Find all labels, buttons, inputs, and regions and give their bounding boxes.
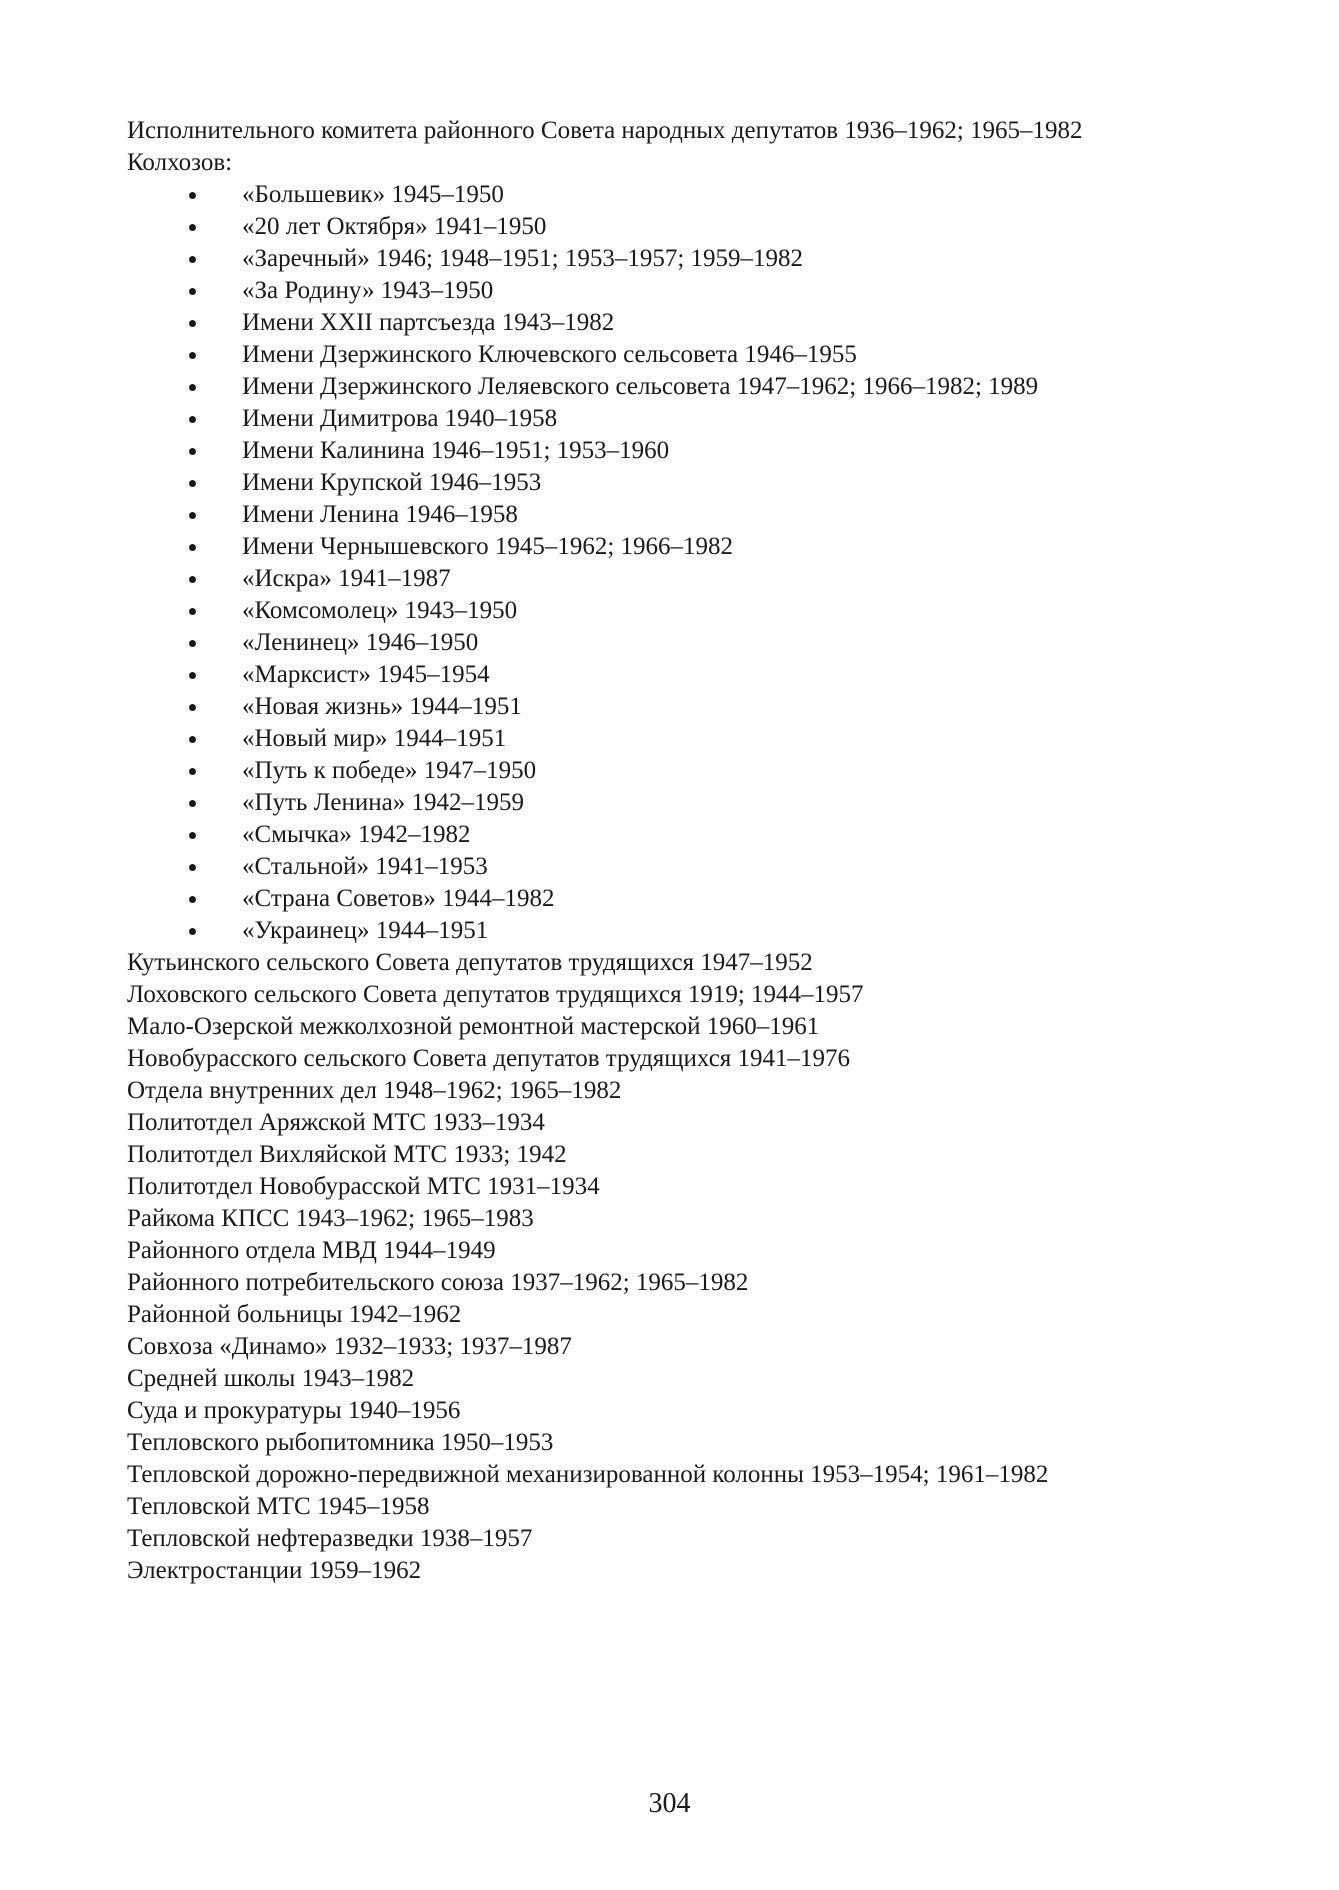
- fond-entry: Тепловской нефтеразведки 1938–1957: [127, 1525, 533, 1552]
- bullet-icon: [189, 672, 196, 679]
- list-item: [127, 467, 1227, 499]
- fond-entry: Суда и прокуратуры 1940–1956: [127, 1397, 461, 1424]
- bullet-icon: [189, 352, 196, 359]
- list-item: [127, 883, 1227, 915]
- list-item: [127, 339, 1227, 371]
- list-item-text: «Ленинец» 1946–1950: [242, 629, 479, 656]
- fond-entry: Районной больницы 1942–1962: [127, 1301, 462, 1328]
- bullet-icon: [189, 256, 196, 263]
- list-item-text: «Путь к победе» 1947–1950: [242, 757, 537, 784]
- list-item-text: «Новый мир» 1944–1951: [242, 725, 507, 752]
- list-item: [127, 723, 1227, 755]
- list-item: [127, 659, 1227, 691]
- list-item: [127, 243, 1227, 275]
- list-item-text: Имени Чернышевского 1945–1962; 1966–1982: [242, 533, 734, 560]
- list-item: [127, 403, 1227, 435]
- intro-line-executive-committee: Исполнительного комитета районного Совета народных депутатов 1936–1962; 1965–1982: [127, 117, 1083, 144]
- list-item-text: Имени XXII партсъезда 1943–1982: [242, 309, 615, 336]
- fond-entry: Кутьинского сельского Совета депутатов трудящихся 1947–1952: [127, 949, 813, 976]
- bullet-icon: [189, 704, 196, 711]
- list-item-text: «Стальной» 1941–1953: [242, 853, 488, 880]
- list-item-text: «Украинец» 1944–1951: [242, 917, 489, 944]
- fond-entry: Отдела внутренних дел 1948–1962; 1965–1982: [127, 1077, 622, 1104]
- list-item-text: «Страна Советов» 1944–1982: [242, 885, 555, 912]
- list-item: [127, 627, 1227, 659]
- bullet-icon: [189, 768, 196, 775]
- list-item-text: Имени Калинина 1946–1951; 1953–1960: [242, 437, 670, 464]
- fond-entry: Совхоза «Динамо» 1932–1933; 1937–1987: [127, 1333, 572, 1360]
- fond-entry-list: [127, 947, 1227, 1587]
- kolkhoz-list: [127, 179, 1227, 947]
- bullet-icon: [189, 736, 196, 743]
- list-item-text: «Марксист» 1945–1954: [242, 661, 490, 688]
- bullet-icon: [189, 320, 196, 327]
- fond-entry: Политотдел Аряжской МТС 1933–1934: [127, 1109, 545, 1136]
- list-item: [127, 755, 1227, 787]
- bullet-icon: [189, 864, 196, 871]
- bullet-icon: [189, 288, 196, 295]
- bullet-icon: [189, 544, 196, 551]
- list-item: [127, 531, 1227, 563]
- bullet-icon: [189, 192, 196, 199]
- page-content: [127, 115, 1227, 1587]
- list-item: [127, 563, 1227, 595]
- list-item: [127, 307, 1227, 339]
- fond-entry: Политотдел Новобурасской МТС 1931–1934: [127, 1173, 600, 1200]
- page-number: 304: [648, 1788, 691, 1819]
- fond-entry: Райкома КПСС 1943–1962; 1965–1983: [127, 1205, 534, 1232]
- list-item: [127, 499, 1227, 531]
- list-item: [127, 819, 1227, 851]
- list-item-text: Имени Крупской 1946–1953: [242, 469, 542, 496]
- fond-entry: Районного потребительского союза 1937–1962; 1965–1982: [127, 1269, 749, 1296]
- bullet-icon: [189, 384, 196, 391]
- bullet-icon: [189, 480, 196, 487]
- list-item-text: «Заречный» 1946; 1948–1951; 1953–1957; 1959–1982: [242, 245, 804, 272]
- bullet-icon: [189, 640, 196, 647]
- list-item-text: «Смычка» 1942–1982: [242, 821, 471, 848]
- bullet-icon: [189, 800, 196, 807]
- list-item-text: «Большевик» 1945–1950: [242, 181, 504, 208]
- list-item-text: Имени Дзержинского Ключевского сельсовета 1946–1955: [242, 341, 857, 368]
- fond-entry: Электростанции 1959–1962: [127, 1557, 422, 1584]
- fond-entry: Новобурасского сельского Совета депутатов трудящихся 1941–1976: [127, 1045, 851, 1072]
- bullet-icon: [189, 576, 196, 583]
- list-item-text: «Комсомолец» 1943–1950: [242, 597, 518, 624]
- list-item-text: «20 лет Октября» 1941–1950: [242, 213, 547, 240]
- fond-entry: Мало-Озерской межколхозной ремонтной мастерской 1960–1961: [127, 1013, 820, 1040]
- list-item: [127, 851, 1227, 883]
- list-item: [127, 595, 1227, 627]
- bullet-icon: [189, 608, 196, 615]
- bullet-icon: [189, 512, 196, 519]
- list-item: [127, 211, 1227, 243]
- list-item: [127, 915, 1227, 947]
- bullet-icon: [189, 832, 196, 839]
- fond-entry: Политотдел Вихляйской МТС 1933; 1942: [127, 1141, 567, 1168]
- fond-entry: Лоховского сельского Совета депутатов трудящихся 1919; 1944–1957: [127, 981, 864, 1008]
- list-item: [127, 435, 1227, 467]
- list-item-text: Имени Ленина 1946–1958: [242, 501, 518, 528]
- list-item: [127, 691, 1227, 723]
- list-item-text: «За Родину» 1943–1950: [242, 277, 494, 304]
- intro-line-kolkhozy-heading: Колхозов:: [127, 149, 233, 176]
- list-item-text: Имени Димитрова 1940–1958: [242, 405, 558, 432]
- fond-entry: Тепловской дорожно-передвижной механизированной колонны 1953–1954; 1961–1982: [127, 1461, 1049, 1488]
- fond-entry: Районного отдела МВД 1944–1949: [127, 1237, 496, 1264]
- bullet-icon: [189, 928, 196, 935]
- list-item: [127, 275, 1227, 307]
- list-item-text: «Новая жизнь» 1944–1951: [242, 693, 522, 720]
- bullet-icon: [189, 448, 196, 455]
- bullet-icon: [189, 224, 196, 231]
- list-item: [127, 787, 1227, 819]
- fond-entry: Средней школы 1943–1982: [127, 1365, 415, 1392]
- list-item-text: «Искра» 1941–1987: [242, 565, 451, 592]
- list-item: [127, 179, 1227, 211]
- list-item-text: «Путь Ленина» 1942–1959: [242, 789, 524, 816]
- fond-entry: Тепловского рыбопитомника 1950–1953: [127, 1429, 554, 1456]
- fond-entry: Тепловской МТС 1945–1958: [127, 1493, 430, 1520]
- bullet-icon: [189, 896, 196, 903]
- list-item: [127, 371, 1227, 403]
- bullet-icon: [189, 416, 196, 423]
- list-item-text: Имени Дзержинского Леляевского сельсовета 1947–1962; 1966–1982; 1989: [242, 373, 1039, 400]
